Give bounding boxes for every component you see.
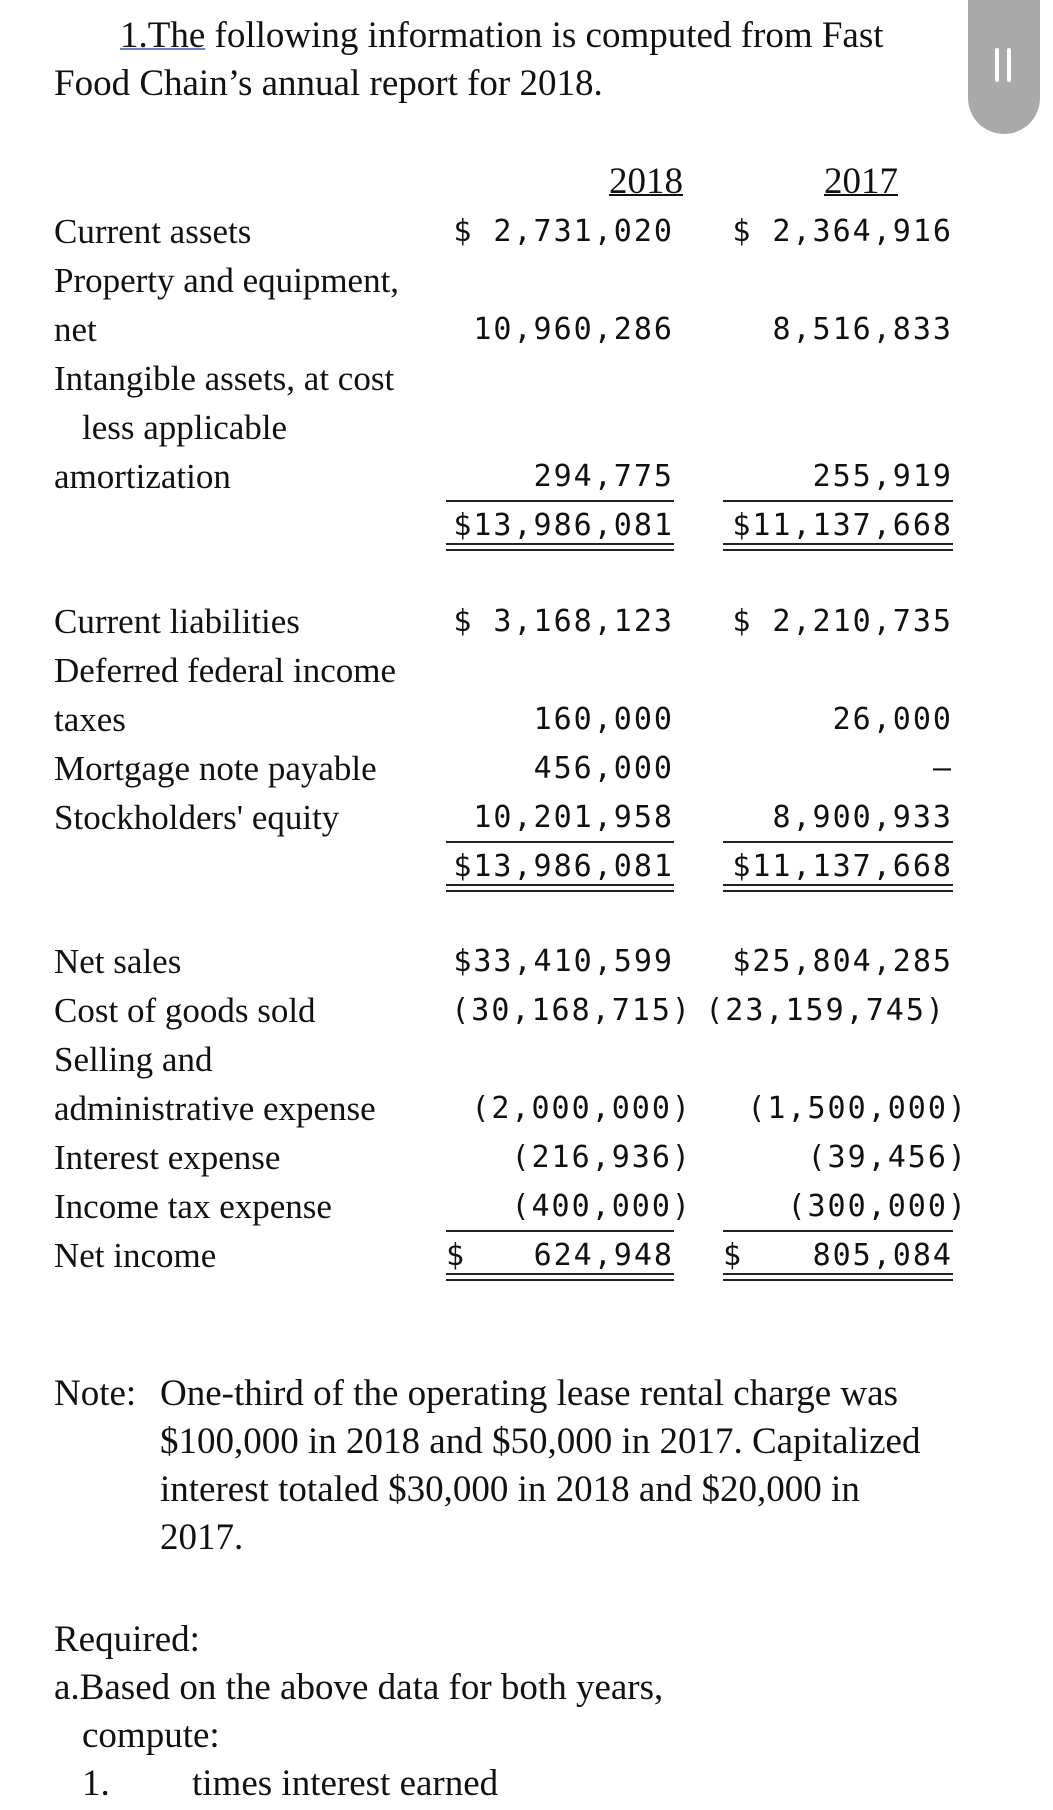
- net-income-2018: 624,948: [533, 1238, 674, 1273]
- row-label: Deferred federal income: [54, 651, 397, 690]
- total-double-line: [723, 1273, 953, 1281]
- note-line: $100,000 in 2018 and $50,000 in 2017. Capitalized: [160, 1421, 921, 1462]
- row-label: Net sales: [54, 942, 182, 981]
- value-2018: (216,936): [511, 1140, 692, 1175]
- row-label: Cost of goods sold: [54, 991, 316, 1030]
- year-header-2017: 2017: [824, 161, 898, 202]
- value-2018: 10,960,286: [473, 312, 674, 347]
- row-label: Mortgage note payable: [54, 749, 377, 788]
- required-a: a.Based on the above data for both years,: [54, 1667, 664, 1708]
- total-double-line: [446, 1273, 674, 1281]
- row-label: Interest expense: [54, 1138, 281, 1177]
- row-label: Property and equipment,: [54, 261, 400, 300]
- row-label: Net income: [54, 1236, 217, 1275]
- value-2018: (30,168,715): [451, 993, 692, 1028]
- required-a-cont: compute:: [82, 1715, 220, 1756]
- currency-symbol: $: [723, 1238, 744, 1273]
- total-double-line: [723, 543, 953, 551]
- value-2017: $ 2,210,735: [732, 604, 953, 639]
- total-liabilities-2018: $13,986,081: [453, 849, 674, 884]
- note-line: One-third of the operating lease rental charge was: [160, 1373, 898, 1414]
- grip-line-icon: [1007, 48, 1011, 82]
- note-line: interest totaled $30,000 in 2018 and $20,000 in: [160, 1469, 860, 1510]
- value-2017: 255,919: [812, 459, 953, 494]
- total-double-line: [723, 884, 953, 892]
- value-2018: (2,000,000): [471, 1091, 692, 1126]
- intro-line-2: Food Chain’s annual report for 2018.: [54, 63, 603, 104]
- grip-line-icon: [995, 48, 999, 82]
- value-2017: $25,804,285: [732, 944, 953, 979]
- note-line: 2017.: [160, 1517, 244, 1558]
- row-label: Income tax expense: [54, 1187, 332, 1226]
- value-2017: (23,159,745): [705, 993, 946, 1028]
- value-2017: 8,516,833: [772, 312, 953, 347]
- currency-symbol: $: [446, 1238, 467, 1273]
- row-label-cont: taxes: [54, 700, 126, 739]
- note-body: [160, 1370, 1020, 1562]
- value-2018: 294,775: [533, 459, 674, 494]
- row-label: Current assets: [54, 212, 252, 251]
- value-2018: 10,201,958: [473, 800, 674, 835]
- question-number: 1.The: [120, 15, 206, 56]
- value-2017: (300,000): [787, 1189, 968, 1224]
- required-heading: Required:: [54, 1619, 200, 1660]
- total-double-line: [446, 884, 674, 892]
- value-2018: $ 3,168,123: [453, 604, 674, 639]
- value-2017: (1,500,000): [747, 1091, 968, 1126]
- row-label-cont: less applicable: [82, 408, 288, 447]
- value-2017: —: [932, 751, 953, 786]
- value-2017: (39,456): [807, 1140, 968, 1175]
- scroll-handle[interactable]: [968, 0, 1040, 134]
- value-2018: $ 2,731,020: [453, 214, 674, 249]
- note-label: Note:: [54, 1373, 137, 1414]
- row-label-cont: administrative expense: [54, 1089, 376, 1128]
- total-assets-2018: $13,986,081: [453, 508, 674, 543]
- value-2017: $ 2,364,916: [732, 214, 953, 249]
- value-2017: 26,000: [832, 702, 953, 737]
- row-label-cont: amortization: [54, 457, 231, 496]
- intro-paragraph: [54, 12, 954, 108]
- required-block: [54, 1616, 954, 1808]
- value-2018: (400,000): [511, 1189, 692, 1224]
- value-2018: 456,000: [533, 751, 674, 786]
- row-label: Selling and: [54, 1040, 213, 1079]
- intro-line-1: 1.The following information is computed from Fast: [120, 15, 884, 56]
- row-label: Intangible assets, at cost: [54, 359, 395, 398]
- row-label: Current liabilities: [54, 602, 300, 641]
- total-double-line: [446, 543, 674, 551]
- value-2018: $33,410,599: [453, 944, 674, 979]
- year-header-2018: 2018: [609, 161, 683, 202]
- value-2018: 160,000: [533, 702, 674, 737]
- value-2017: 8,900,933: [772, 800, 953, 835]
- total-assets-2017: $11,137,668: [732, 508, 953, 543]
- net-income-2017: 805,084: [812, 1238, 953, 1273]
- total-liabilities-2017: $11,137,668: [732, 849, 953, 884]
- row-label-cont: net: [54, 310, 97, 349]
- required-item-1: 1. times interest earned: [82, 1763, 499, 1804]
- row-label: Stockholders' equity: [54, 798, 340, 837]
